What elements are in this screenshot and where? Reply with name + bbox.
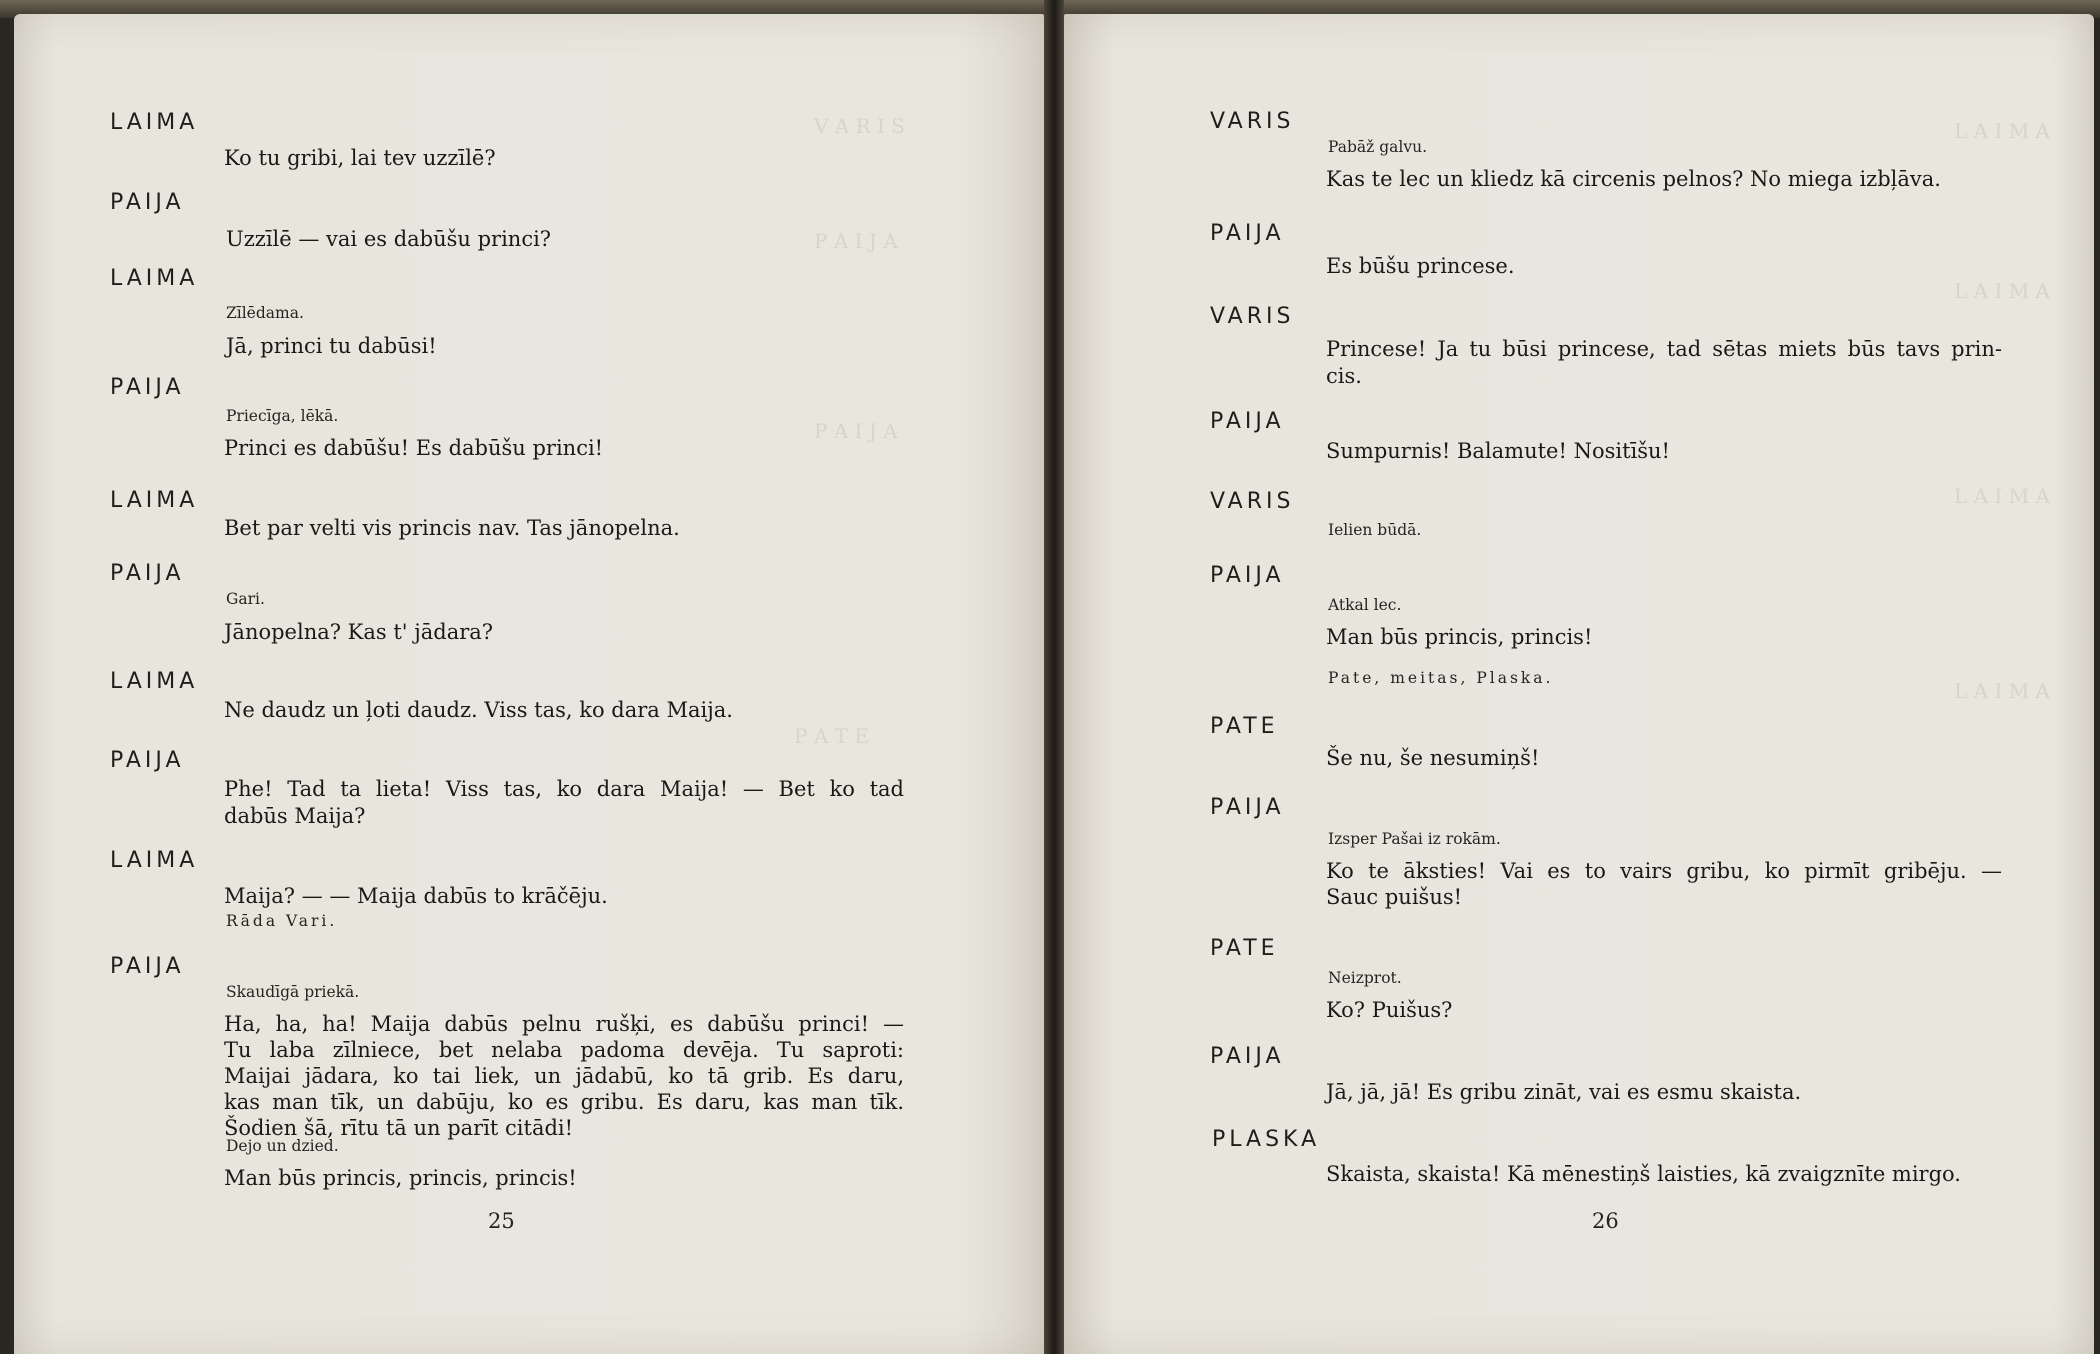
dialogue-line: Ha, ha, ha! Maija dabūs pelnu rušķi, es dabūšu princi! —: [224, 1012, 904, 1036]
stage-direction: Rāda Vari.: [226, 912, 338, 930]
speaker-name: PAIJA: [110, 561, 185, 586]
speaker-name: LAIMA: [110, 488, 199, 513]
show-through: L A I M A: [1954, 119, 2050, 143]
speaker-name: PAIJA: [1210, 563, 1285, 588]
speaker-name: LAIMA: [110, 669, 199, 694]
dialogue-line: Princese! Ja tu būsi princese, tad sētas miets būs tavs prin-: [1326, 337, 2002, 361]
dialogue-line: Maijai jādara, ko tai liek, un jādabū, ko tā grib. Es daru,: [224, 1064, 904, 1088]
dialogue-line: Jā, jā, jā! Es gribu zināt, vai es esmu skaista.: [1326, 1080, 1802, 1104]
speaker-name: PATE: [1210, 714, 1279, 739]
stage-direction: Pabāž galvu.: [1328, 138, 1428, 156]
dialogue-line: Šodien šā, rītu tā un parīt citādi!: [224, 1116, 574, 1140]
speaker-name: PAIJA: [1210, 409, 1285, 434]
page-number: 25: [488, 1209, 515, 1233]
show-through: L A I M A: [1954, 679, 2050, 703]
dialogue-line: Sauc puišus!: [1326, 885, 1463, 909]
dialogue-line: Ne daudz un ļoti daudz. Viss tas, ko dara Maija.: [224, 698, 733, 722]
speaker-name: VARIS: [1210, 109, 1295, 134]
stage-direction: Skaudīgā priekā.: [226, 983, 360, 1001]
speaker-name: LAIMA: [110, 266, 199, 291]
speaker-name: PAIJA: [110, 375, 185, 400]
stage-direction: Atkal lec.: [1328, 596, 1402, 614]
speaker-name: PAIJA: [110, 954, 185, 979]
speaker-name: PAIJA: [1210, 795, 1285, 820]
speaker-name: PAIJA: [1210, 221, 1285, 246]
dialogue-line: kas man tīk, un dabūju, ko es gribu. Es daru, kas man tīk.: [224, 1090, 904, 1114]
dialogue-line: Ko? Puišus?: [1326, 998, 1453, 1022]
speaker-name: PATE: [1210, 936, 1279, 961]
speaker-name: LAIMA: [110, 110, 199, 135]
dialogue-line: Kas te lec un kliedz kā circenis pelnos? No miega izbļāva.: [1326, 167, 1941, 191]
dialogue-line: Uzzīlē — vai es dabūšu princi?: [226, 227, 552, 251]
stage-direction: Pate, meitas, Plaska.: [1328, 669, 1554, 687]
right-page: [1064, 14, 2094, 1354]
dialogue-line: Skaista, skaista! Kā mēnestiņš laisties, kā zvaigznīte mirgo.: [1326, 1162, 1961, 1186]
dialogue-line: Phe! Tad ta lieta! Viss tas, ko dara Maija! — Bet ko tad: [224, 777, 904, 801]
dialogue-line: Ko tu gribi, lai tev uzzīlē?: [224, 146, 496, 170]
stage-direction: Zīlēdama.: [226, 304, 304, 322]
show-through: L A I M A: [1954, 279, 2050, 303]
dialogue-line: Bet par velti vis princis nav. Tas jānopelna.: [224, 516, 680, 540]
dialogue-line: Tu laba zīlniece, bet nelaba padoma devēja. Tu saproti:: [224, 1038, 904, 1062]
book-gutter: [1044, 0, 1064, 1354]
dialogue-line: Princi es dabūšu! Es dabūšu princi!: [224, 436, 604, 460]
speaker-name: VARIS: [1210, 489, 1295, 514]
show-through: P A I J A: [814, 229, 898, 253]
speaker-name: LAIMA: [110, 848, 199, 873]
dialogue-line: Ko te āksties! Vai es to vairs gribu, ko pirmīt gribēju. —: [1326, 859, 2002, 883]
stage-direction: Dejo un dzied.: [226, 1137, 339, 1155]
dialogue-line: Jā, princi tu dabūsi!: [226, 334, 437, 358]
dialogue-line: Še nu, še nesumiņš!: [1326, 746, 1540, 770]
show-through: L A I M A: [1954, 484, 2050, 508]
dialogue-line: Jānopelna? Kas t' jādara?: [224, 620, 494, 644]
stage-direction: Neizprot.: [1328, 969, 1402, 987]
speaker-name: PLASKA: [1212, 1127, 1321, 1152]
dialogue-line: cis.: [1326, 364, 1362, 388]
dialogue-line: Man būs princis, princis, princis!: [224, 1166, 577, 1190]
stage-direction: Ielien būdā.: [1328, 521, 1422, 539]
show-through: P A I J A: [814, 419, 898, 443]
dialogue-line: Sumpurnis! Balamute! Nositīšu!: [1326, 439, 1670, 463]
dialogue-line: Man būs princis, princis!: [1326, 625, 1593, 649]
stage-direction: Izsper Pašai iz rokām.: [1328, 830, 1501, 848]
stage-direction: Gari.: [226, 590, 265, 608]
speaker-name: PAIJA: [1210, 1044, 1285, 1069]
left-page: [14, 14, 1044, 1354]
dialogue-line: dabūs Maija?: [224, 804, 366, 828]
stage-direction: Priecīga, lēkā.: [226, 407, 339, 425]
speaker-name: VARIS: [1210, 304, 1295, 329]
show-through: P A T E: [794, 724, 869, 748]
dialogue-line: Maija? — — Maija dabūs to krāčēju.: [224, 884, 608, 908]
show-through: V A R I S: [814, 114, 905, 138]
speaker-name: PAIJA: [110, 190, 185, 215]
speaker-name: PAIJA: [110, 748, 185, 773]
dialogue-line: Es būšu princese.: [1326, 254, 1515, 278]
page-number: 26: [1592, 1209, 1619, 1233]
